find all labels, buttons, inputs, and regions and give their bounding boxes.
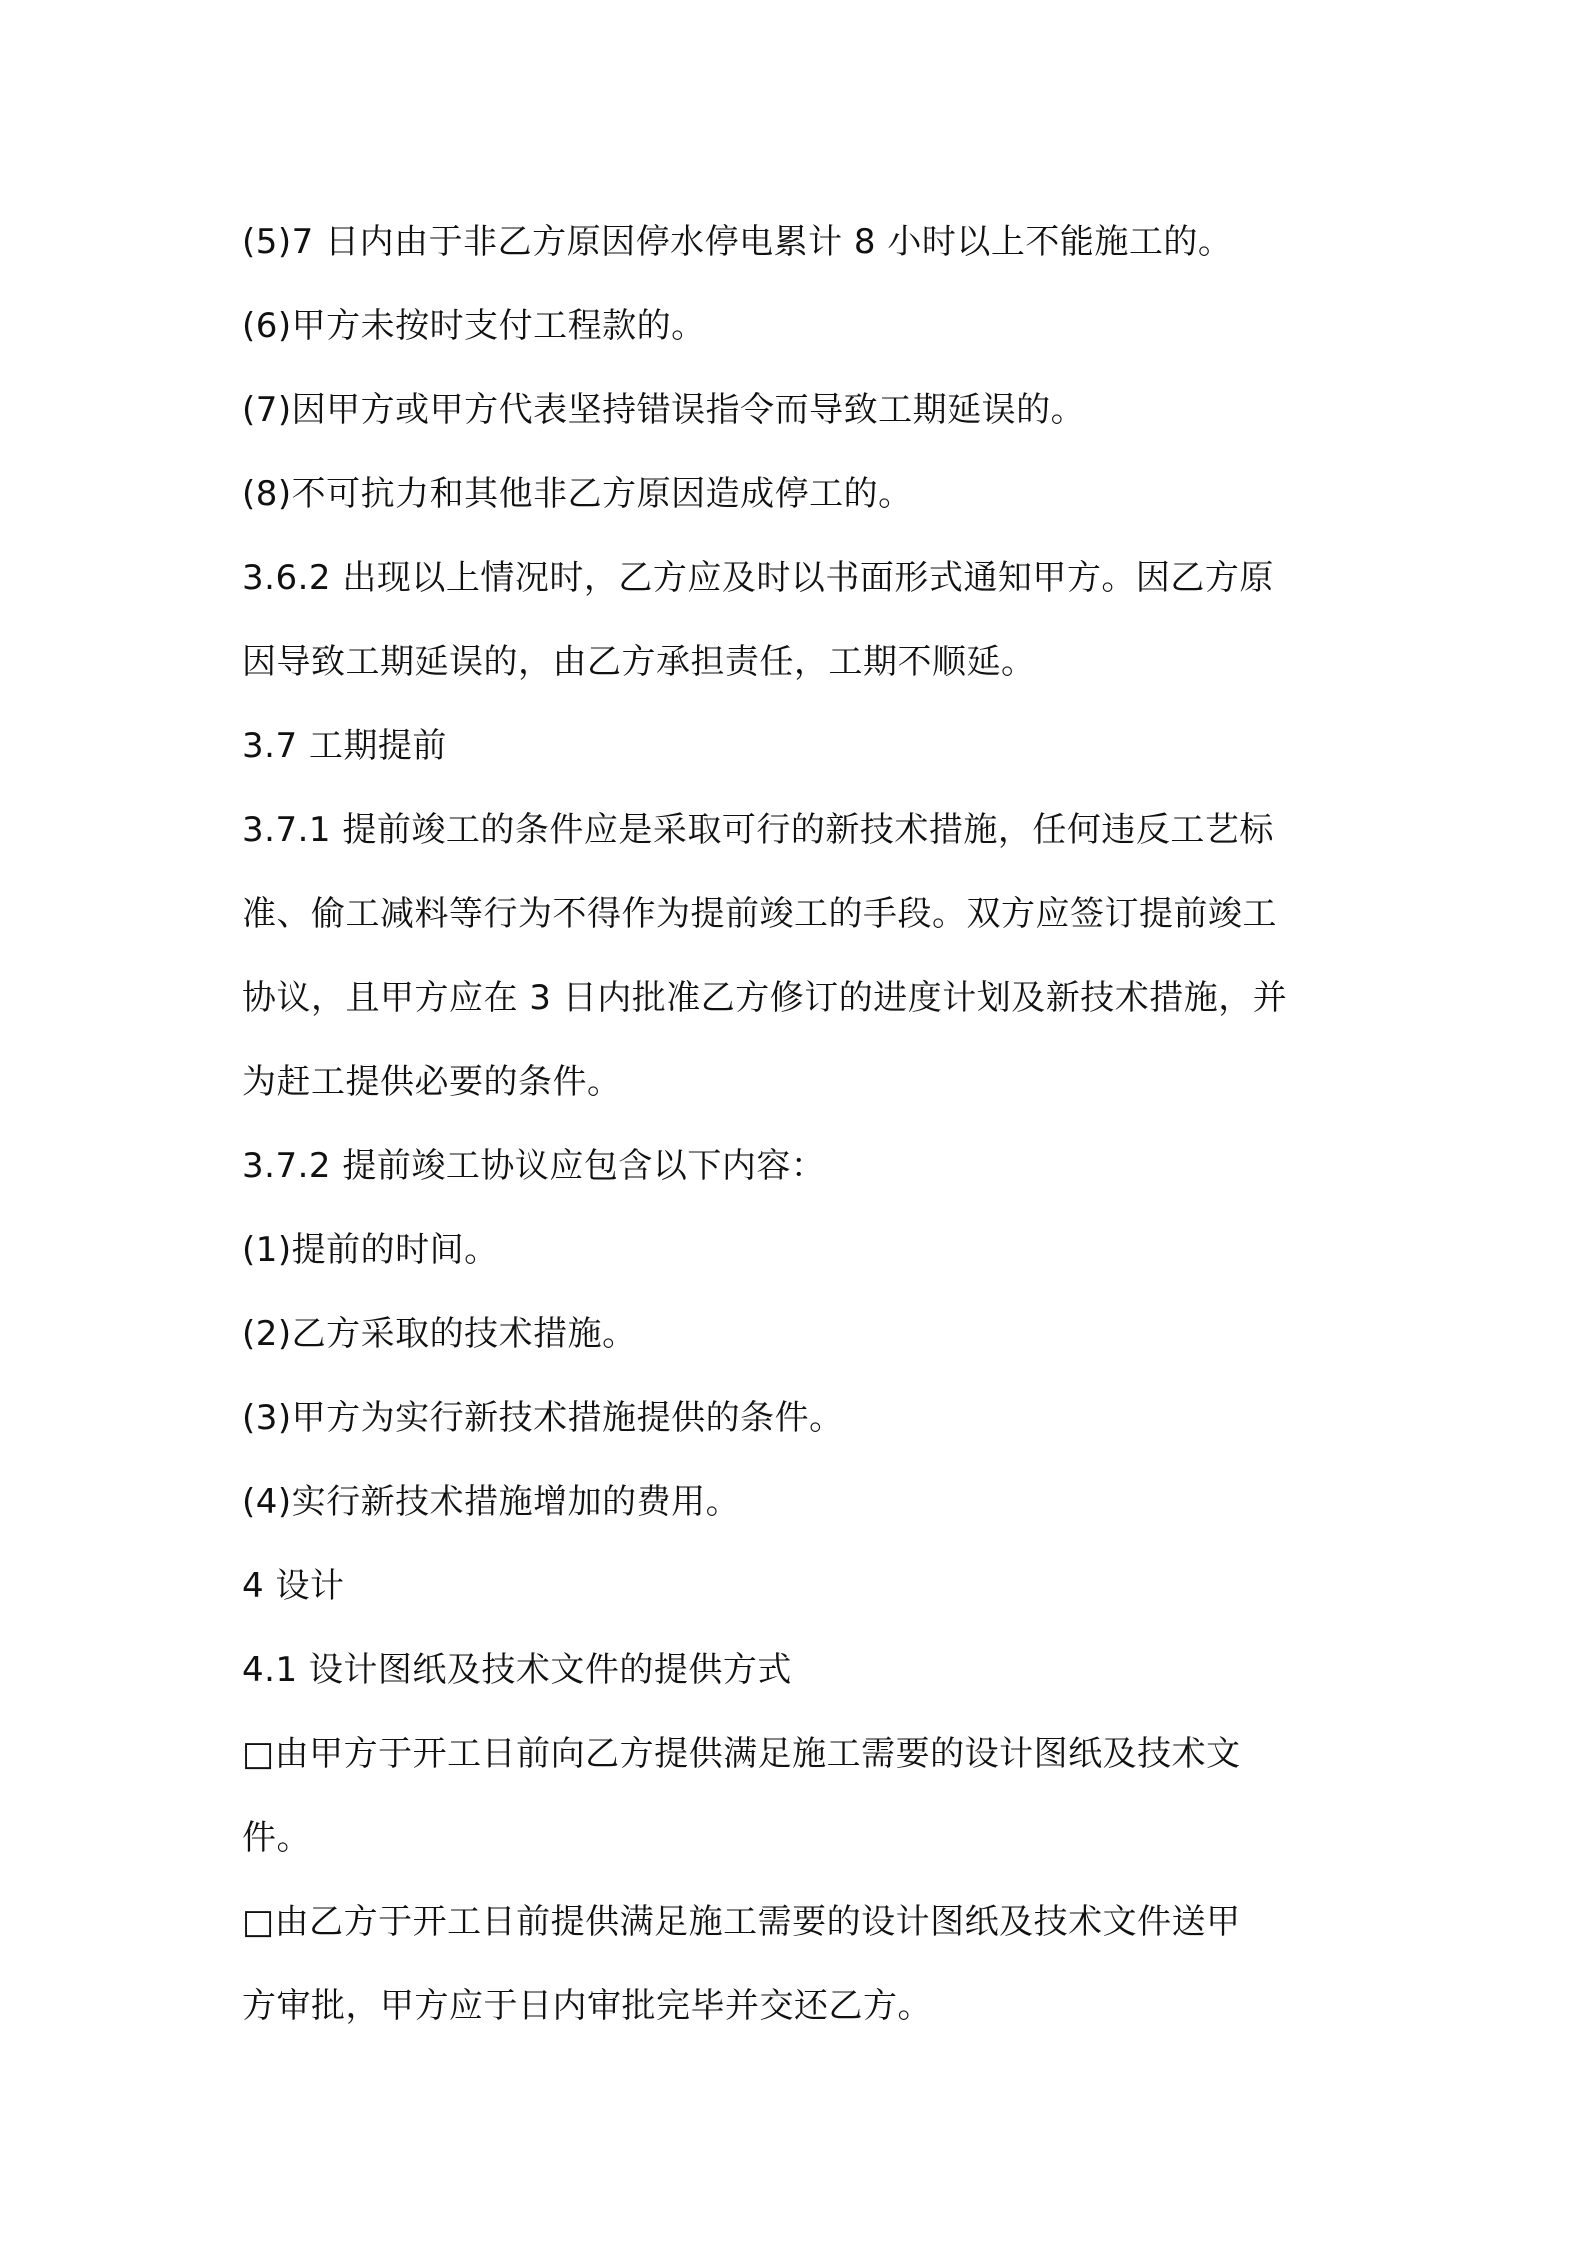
text-line-clause-3-7-1-cont-2: 协议，且甲方应在 3 日内批准乙方修订的进度计划及新技术措施，并 bbox=[242, 978, 1288, 1018]
text-line-agreement-item-2: (2)乙方采取的技术措施。 bbox=[242, 1314, 637, 1354]
text-line-clause-3-7-1: 3.7.1 提前竣工的条件应是采取可行的新技术措施，任何违反工艺标 bbox=[242, 810, 1274, 850]
text-line-clause-3-7-1-cont-1: 准、偷工减料等行为不得作为提前竣工的手段。双方应签订提前竣工 bbox=[242, 894, 1277, 934]
section-heading-4-1: 4.1 设计图纸及技术文件的提供方式 bbox=[242, 1650, 792, 1690]
document-body bbox=[242, 200, 1362, 2048]
text-line-delay-cause-7: (7)因甲方或甲方代表坚持错误指令而导致工期延误的。 bbox=[242, 390, 1086, 430]
section-heading-4: 4 设计 bbox=[242, 1566, 345, 1606]
checkbox-option-party-a: □由甲方于开工日前向乙方提供满足施工需要的设计图纸及技术文 bbox=[242, 1734, 1241, 1774]
checkbox-option-party-b-cont: 方审批，甲方应于日内审批完毕并交还乙方。 bbox=[242, 1986, 932, 2026]
text-line-clause-3-7-2: 3.7.2 提前竣工协议应包含以下内容： bbox=[242, 1146, 826, 1186]
section-heading-3-7: 3.7 工期提前 bbox=[242, 726, 447, 766]
text-line-agreement-item-4: (4)实行新技术措施增加的费用。 bbox=[242, 1482, 741, 1522]
text-line-delay-cause-8: (8)不可抗力和其他非乙方原因造成停工的。 bbox=[242, 474, 913, 514]
text-line-agreement-item-3: (3)甲方为实行新技术措施提供的条件。 bbox=[242, 1398, 844, 1438]
text-line-delay-cause-5: (5)7 日内由于非乙方原因停水停电累计 8 小时以上不能施工的。 bbox=[242, 222, 1233, 262]
text-line-clause-3-6-2-cont: 因导致工期延误的，由乙方承担责任，工期不顺延。 bbox=[242, 642, 1036, 682]
text-line-agreement-item-1: (1)提前的时间。 bbox=[242, 1230, 499, 1270]
checkbox-option-party-b: □由乙方于开工日前提供满足施工需要的设计图纸及技术文件送甲 bbox=[242, 1902, 1241, 1942]
text-line-clause-3-7-1-cont-3: 为赶工提供必要的条件。 bbox=[242, 1062, 622, 1102]
checkbox-option-party-a-cont: 件。 bbox=[242, 1818, 311, 1858]
text-line-delay-cause-6: (6)甲方未按时支付工程款的。 bbox=[242, 306, 706, 346]
text-line-clause-3-6-2: 3.6.2 出现以上情况时，乙方应及时以书面形式通知甲方。因乙方原 bbox=[242, 558, 1274, 598]
